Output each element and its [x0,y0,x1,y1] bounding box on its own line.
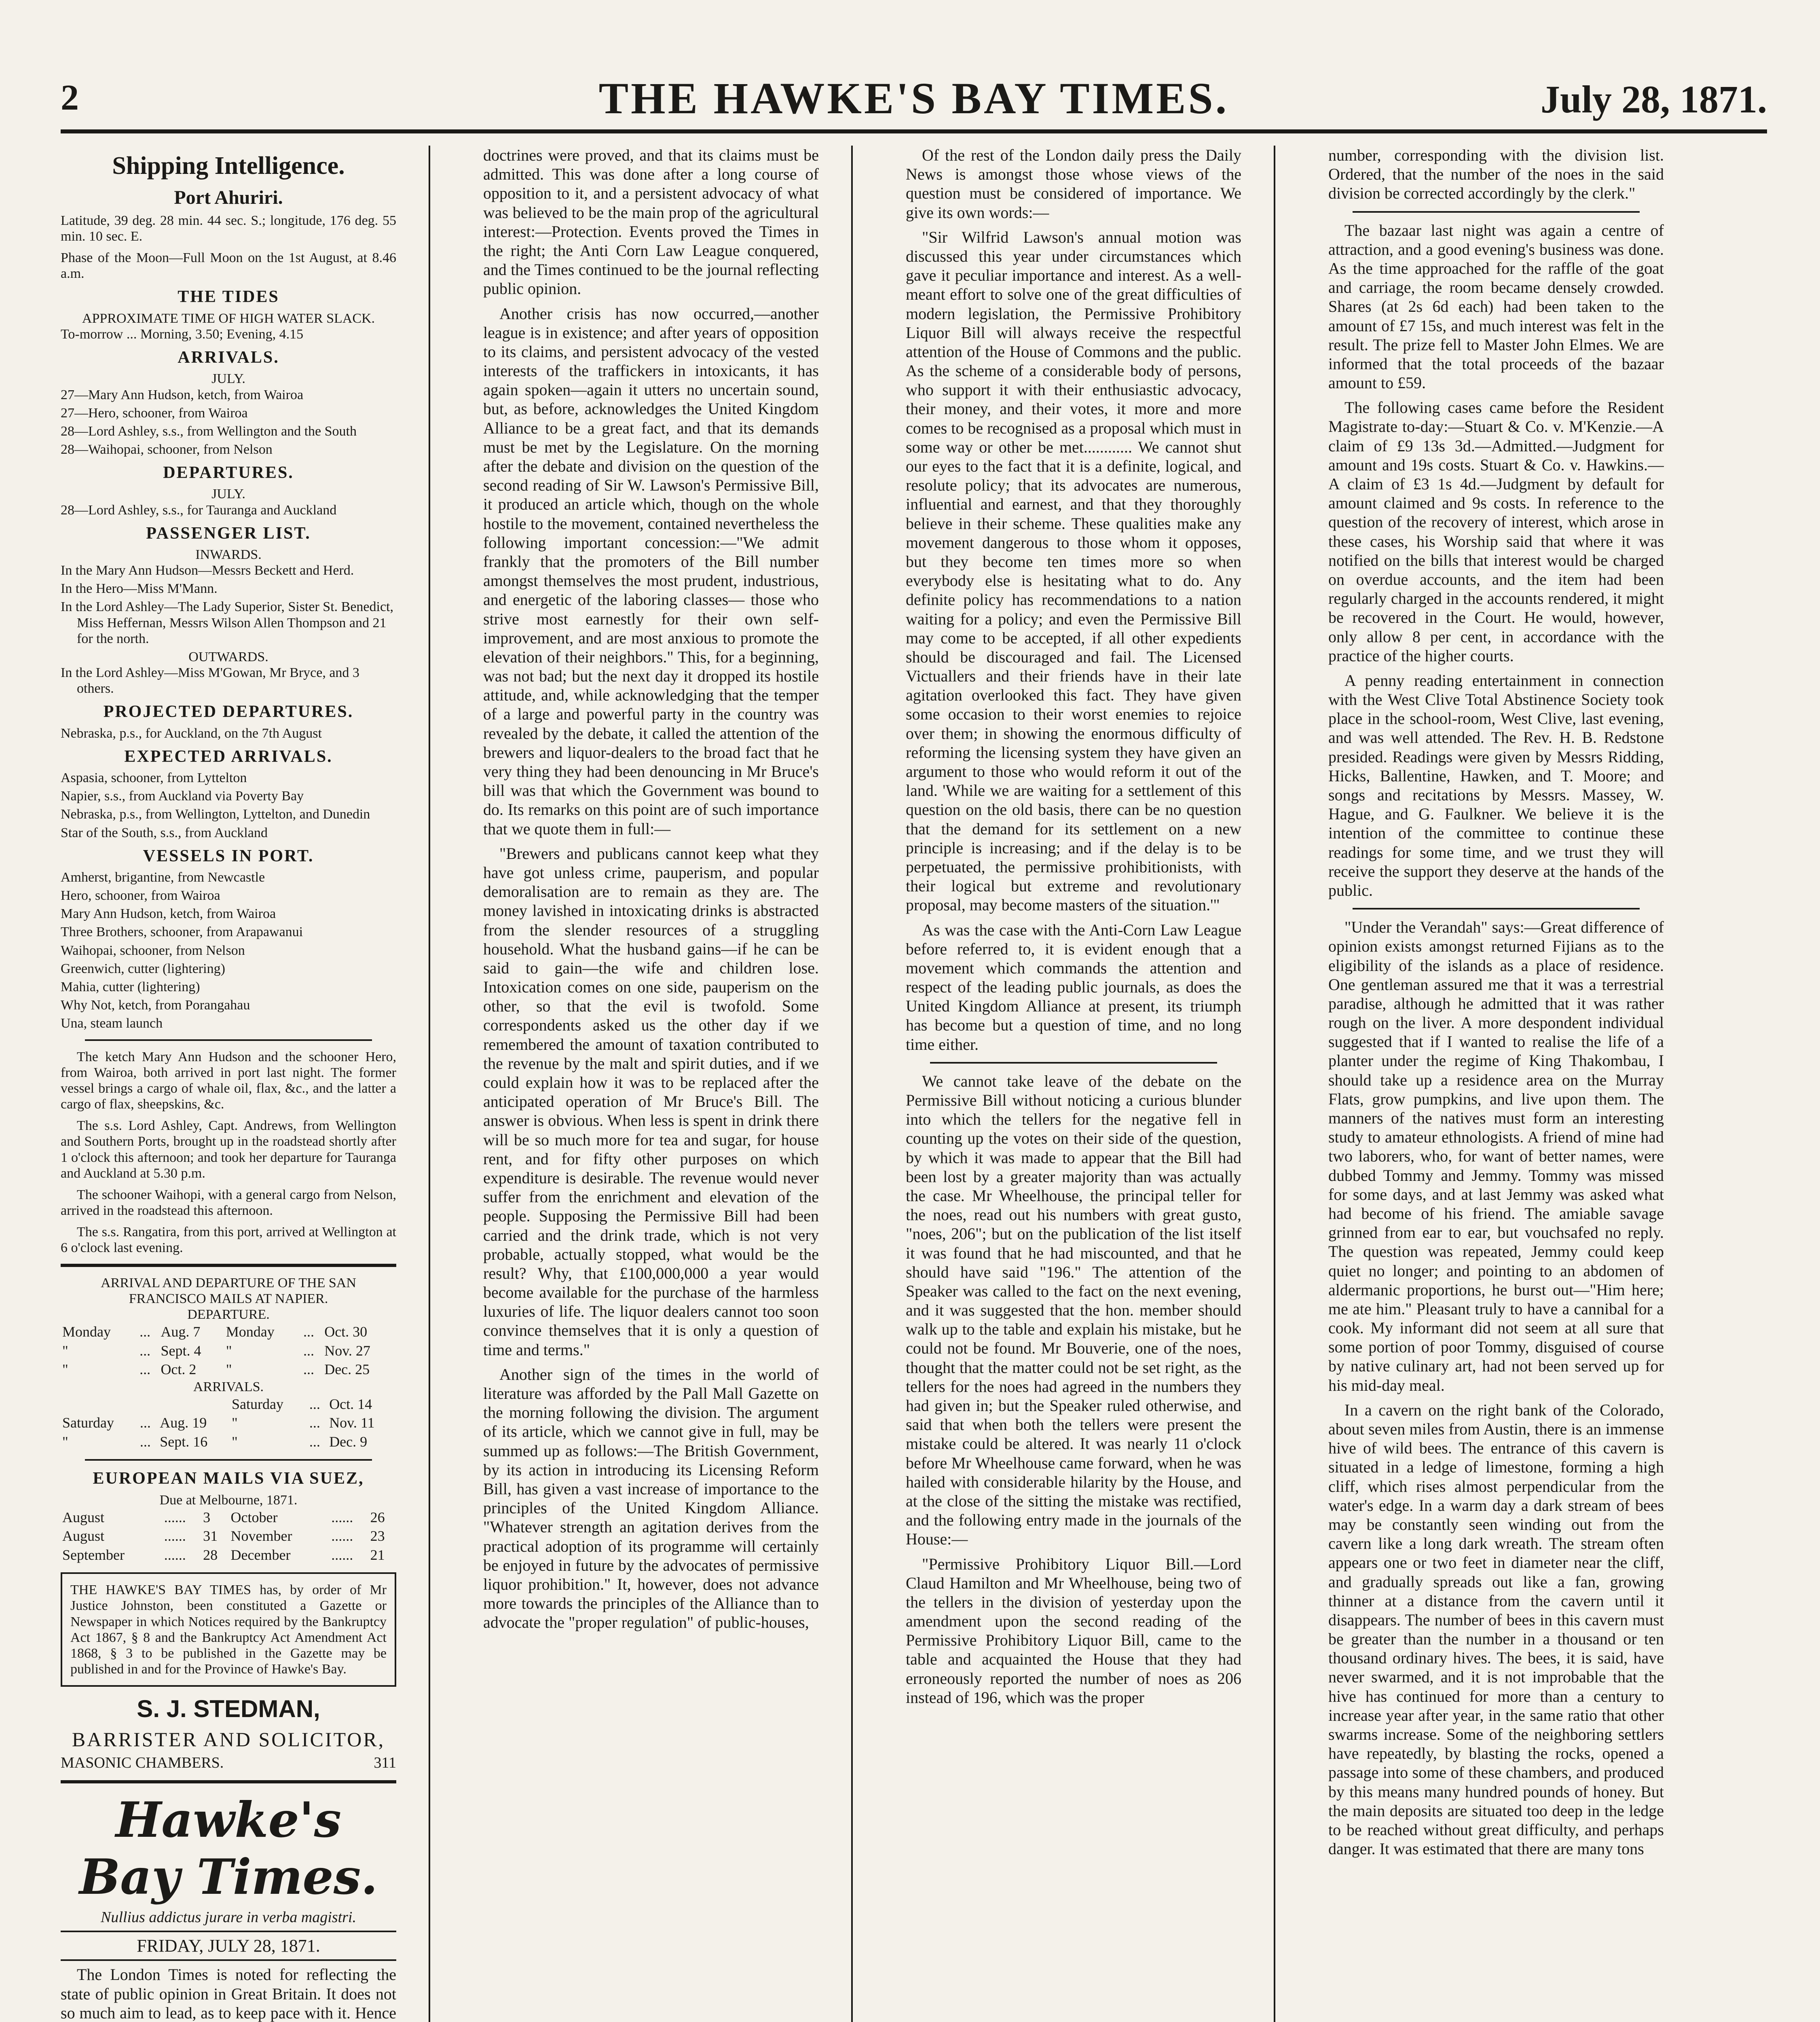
cell: Sept. 4 [161,1342,201,1359]
news-paragraph: In a cavern on the right bank of the Colorado, about seven miles from Austin, there is an immense hive of wild bees. The entrance of this cavern is situated in a ledge of limestone, forming a high cliff, which rises almost perpendicular from the water's edge. In a warm day a dark stream of bees may be constantly seen winding out from the cavern like a long dark wreath. The stream often appears one or two feet in diameter near the cliff, and gradually spreads out like a fan, growing thinner at a distance from the cavern until it disappears. The number of bees in this cavern must be greater than the number in a thousand or ten thousand ordinary hives. The bees, it is said, have never swarmed, and it is not improbable that the hive has continued for more than a century to increase year after year, in the same ratio that other swarms increase. Some of the neighboring settlers have repeatedly, by blasting the rocks, opened a passage into some of these chambers, and produced by this means many hundred pounds of honey. But the main deposits are situated too deep in the ledge to be reached without great difficulty, and perhaps danger. It was estimated that there are many tons [1328,1400,1664,1858]
section-rule [1353,211,1640,213]
cell: ... [303,1324,314,1340]
advertiser-name: S. J. STEDMAN, [137,1695,320,1722]
shipping-news: The s.s. Lord Ashley, Capt. Andrews, from Wellington and Southern Ports, brought up in the roadstead shortly after 1 o'clock this afternoon; and took her departure for Tauranga and Auckland at 5.30 p.m. [61,1118,396,1181]
cell: September [62,1546,125,1563]
cell: 26 [370,1509,385,1525]
cell: December [230,1546,291,1563]
section-rule [61,1264,396,1267]
table-row [61,1527,396,1545]
cell: ...... [331,1528,353,1544]
arrival-item: 27—Hero, schooner, from Wairoa [61,405,248,421]
latitude: Latitude, 39 deg. 28 min. 44 sec. S.; longitude, 176 deg. 55 min. 10 sec. E. [61,213,396,244]
article-paragraph: We cannot take leave of the debate on the Permissive Bill without noticing a curious blunder into which the tellers for the negative fell in counting up the votes on their side of the question, by which it was made to appear that the Bill had been lost by a greater majority than was actually the case. Mr Wheelhouse, the principal teller for the noes, read out his numbers with great gusto, "noes, 206"; but on the publication of the list itself it was found that he had miscounted, and that he should have said "196." The attention of the Speaker was called to the fact on the next evening, and it was suggested that the hon. member should walk up to the table and explain his mistake, but he could not be found. Mr Bouverie, one of the noes, thought that the matter could not be set right, as the tellers for the noes had agreed in the numbers they had given in; but the Speaker ruled otherwise, and said that when both the tellers were present the mistake could be altered. It was nearly 11 o'clock before Mr Wheelhouse came forward, when he was hailed with considerable hilarity by the House, and at the close of the sitting the mistake was rectified, and the following entry made in the journals of the House:— [906,1072,1241,1548]
section-rule [930,1062,1217,1064]
cell: ... [303,1342,314,1359]
section-rule [85,1459,372,1461]
column-3 [906,146,1241,2022]
news-paragraph: "Under the Verandah" says:—Great difference of opinion exists amongst returned Fijians as to the eligibility of the islands as a place of residence. One gentleman assured me that it was a terrestrial paradise, although he admitted that it was rather rough on the liver. A more despondent individual suggested that if I wanted to realise the life of a planter under the regime of King Thakombau, I should take up a residence area on the Murray Flats, grow pumpkins, and live upon them. The manners of the natives must form an interesting study to amateur ethnologists. A friend of mine had two laborers, who, for want of better names, were dubbed Tommy and Jemmy. Tommy was missed for some days, and at last Jemmy was asked what had become of his friend. The amiable savage grinned from ear to ear, but vouchsafed no reply. The question was repeated, Jemmy could keep quiet no longer; and pointing to an abdomen of aldermanic proportions, he burst out—"Him here; me ate him." Pleasant truly to have a cannibal for a cook. My informant did not seem at all sure that some portion of poor Tommy, disguised of course by native culinary art, had not been served up for his mid-day meal. [1328,918,1664,1394]
vessel-item: Mary Ann Hudson, ketch, from Wairoa [61,906,276,922]
cell: November [230,1528,292,1544]
section-rule [61,1780,396,1783]
vessel-item: Mahia, cutter (lightering) [61,979,200,994]
page-number: 2 [61,78,79,118]
cell: 31 [203,1528,218,1544]
tides-subtitle: APPROXIMATE TIME OF HIGH WATER SLACK. [82,311,375,326]
table-row [61,1395,396,1413]
gazette-notice: THE HAWKE'S BAY TIMES has, by order of Mr Justice Johnston, been constituted a Gazette or Newspaper in which Notices required by the Bankruptcy Act 1867, § 8 and the Bankruptcy Act Amendment Act 1868, § 3 to be published in the Gazette may be published in and for the Province of Hawke's Bay. [61,1572,396,1687]
table-row [61,1508,396,1527]
cell: Monday [62,1324,111,1340]
shipping-title: Shipping Intelligence. [112,152,345,180]
news-paragraph: A penny reading entertainment in connection with the West Clive Total Abstinence Society took place in the school-room, West Clive, last evening, and was well attended. The Rev. H. B. Redstone presided. Readings were given by Messrs Ridding, Hicks, Ballentine, Hawken, and T. Moore; and songs and recitations by Messrs. Massey, W. Hague, and G. Faulkner. We believe it is the intention of the committee to continue these readings for some time, and we trust they will receive the support they deserve at the hands of the public. [1328,671,1664,899]
projected-title: PROJECTED DEPARTURES. [103,702,354,721]
eu-mails-title: EUROPEAN MAILS VIA SUEZ, [93,1469,364,1488]
arrivals-month: JULY. [211,371,245,387]
eu-mails-subtitle: Due at Melbourne, 1871. [159,1492,298,1508]
port-name: Port Ahuriri. [174,187,283,209]
cell: Saturday [62,1415,114,1431]
table-row [61,1413,396,1432]
passenger-title: PASSENGER LIST. [146,524,311,543]
column-rule [1274,146,1275,2022]
cell: 23 [370,1528,385,1544]
expected-item: Nebraska, p.s., from Wellington, Lyttelton, and Dunedin [61,807,370,822]
article-paragraph: Another sign of the times in the world of literature was afforded by the Pall Mall Gazette on the morning following the division. The argument of its article, which we cannot give in full, may be summed up as follows:—The British Government, by its action in introducing its Licensing Reform Bill, has given a vast increase of importance to the principles of the United Kingdom Alliance. "Whatever strength an agitation derives from the practical adoption of its programme will certainly be enjoyed in future by the advocates of permissive liquor prohibition." It, however, does not advance more towards the principles of the Alliance than to advocate the "proper regulation" of public-houses, [483,1365,819,1632]
issue-date: July 28, 1871. [1540,78,1767,121]
masthead [61,61,1767,133]
moon-phase: Phase of the Moon—Full Moon on the 1st August, at 8.46 a.m. [61,250,396,281]
cell: ... [140,1361,151,1378]
passenger-item: In the Lord Ashley—The Lady Superior, Sister St. Benedict, Miss Heffernan, Messrs Wilson Allen Thompson and 21 for the north. [61,599,393,646]
column-1 [61,146,396,2022]
expected-item: Aspasia, schooner, from Lyttelton [61,770,247,786]
cell: ... [309,1396,320,1412]
advertiser-code: 311 [374,1754,396,1771]
cell: ... [309,1415,320,1431]
cell: Aug. 19 [160,1415,207,1431]
table-row [61,1432,396,1451]
cell: 21 [370,1546,385,1563]
sf-arrivals-table [61,1395,396,1451]
cell: " [62,1361,68,1378]
cell: 28 [203,1546,218,1563]
paper-title: Hawke's Bay Times. [79,1791,378,1906]
article-quote: "Permissive Prohibitory Liquor Bill.—Lord Claud Hamilton and Mr Wheelhouse, being two of the tellers in the division of yesterday upon the amendment upon the second reading of the Permissive Prohibitory Liquor Bill, came to the table and acquainted the House that they had erroneously reported the number of noes as 206 instead of 196, which was the proper [906,1555,1241,1707]
column-rule [429,146,430,2022]
vessel-item: Why Not, ketch, from Porangahau [61,997,250,1013]
cell: Dec. 25 [324,1361,370,1378]
article-quote: "Brewers and publicans cannot keep what they have got unless crime, pauperism, and popular demoralisation are to remain as they are. The money lavished in intoxicating drinks is abstracted from the slender resources of a struggling household. What the husband gains—if he can be said to gain—the wife and children lose. Intoxication comes on one side, pauperism on the other, so that the evil is twofold. Some correspondents asked us the other day if we remembered the amount of taxation contributed to the revenue by the malt and spirit duties, and if we could explain how it was to be replaced after the anticipated operation of Mr Bruce's Bill. The answer is obvious. When less is spent in drink there will be so much more for tea and sugar, for house rent, and for fifty other purposes on which expenditure is desirable. The revenue would never suffer from the enrichment and elevation of the people. Supposing the Permissive Bill had been carried and the drink trade, which is not very probable, actually stopped, what would be the result? Why, that £100,000,000 a year would become available for the purchase of the harmless luxuries of life. The liquor dealers cannot too soon convince themselves that it is only a question of time and terms." [483,844,819,1359]
cell: ... [140,1433,151,1450]
cell: " [231,1433,238,1450]
cell: " [231,1415,238,1431]
tides-title: THE TIDES [178,288,279,307]
cell: " [226,1342,232,1359]
vessel-item: Three Brothers, schooner, from Arapawanui [61,924,303,940]
expected-item: Star of the South, s.s., from Auckland [61,825,268,840]
cell: Oct. 30 [324,1324,368,1340]
stedman-ad [61,1695,396,1772]
cell: " [62,1433,68,1450]
departures-month: JULY. [211,486,245,502]
section-rule [85,1039,372,1041]
cell: Oct. 2 [161,1361,197,1378]
vessel-item: Hero, schooner, from Wairoa [61,888,220,903]
vessel-item: Amherst, brigantine, from Newcastle [61,870,265,885]
dateline: FRIDAY, JULY 28, 1871. [61,1931,396,1961]
eu-mails-table [61,1508,396,1564]
cell: Dec. 9 [329,1433,368,1450]
cell: ...... [331,1509,353,1525]
vessels-title: VESSELS IN PORT. [143,846,314,865]
cell: ... [140,1415,151,1431]
expected-title: EXPECTED ARRIVALS. [124,747,333,766]
passenger-item: In the Hero—Miss M'Mann. [61,581,218,596]
arrival-item: 28—Lord Ashley, s.s., from Wellington and the South [61,423,357,439]
cell: ...... [331,1546,353,1563]
table-row [61,1322,396,1341]
cell: ...... [164,1546,186,1563]
cell: Nov. 11 [329,1415,375,1431]
table-row [61,1360,396,1379]
cell: August [62,1528,105,1544]
cell: ...... [164,1528,186,1544]
cell [158,1395,230,1413]
shipping-news: The ketch Mary Ann Hudson and the schooner Hero, from Wairoa, both arrived in port last night. The former vessel brings a cargo of whale oil, flax, &c., and the latter a cargo of flax, sheepskins, &c. [61,1049,396,1112]
tides-line: To-morrow ... Morning, 3.50; Evening, 4.15 [61,326,304,342]
cell: Saturday [231,1396,283,1412]
news-paragraph: The bazaar last night was again a centre of attraction, and a good evening's business was done. As the time approached for the raffle of the goat and carriage, the room became densely crowded. Shares (at 2s 6d each) had been taken to the amount of £7 15s, and much interest was felt in the result. The prize fell to Master John Elmes. We are informed that the total proceeds of the bazaar amount to £59. [1328,221,1664,392]
cell: Sept. 16 [160,1433,208,1450]
article-paragraph: Another crisis has now occurred,—another league is in existence; and after years of opposition to its claims, and persistent advocacy of the vested interests of the traffickers in intoxicants, it has again spoken—again it utters no uncertain sound, but, as before, acknowledges the United Kingdom Alliance to be a great fact, and that its demands must be met by the Legislature. On the morning after the debate and division on the question of the second reading of Sir W. Lawson's Permissive Bill, it produced an article which, though on the whole hostile to the movement, contained nevertheless the following important concession:—"We admit frankly that the promoters of the Bill number amongst themselves the most prudent, industrious, and energetic of the laboring classes— those who strive most earnestly for their own self-improvement, and are most anxious to promote the elevation of their neighbors." This, for a beginning, was not bad; but the next day it dropped its hostile attitude, and, while acknowledging that the temper of a large and powerful party in the country was revealed by the debate, it called the attention of the brewers and liquor-dealers to the broad fact that he very thing they had been denouncing in Mr Bruce's bill was that which the Government was bound to do. Its remarks on this point are of such importance that we quote them in full:— [483,304,819,838]
section-rule [1353,908,1640,909]
article-paragraph: Of the rest of the London daily press the Daily News is amongst those whose views of the question must be considered of importance. We give its own words:— [906,146,1241,222]
table-row [61,1546,396,1564]
news-paragraph: The following cases came before the Resident Magistrate to-day:—Stuart & Co. v. M'Kenzie.—A claim of £9 13s 3d.—Admitted.—Judgment for amount and 19s costs. Stuart & Co. v. Hawkins.—A claim of £3 1s 4d.—Judgment by default for amount claimed and 9s costs. In reference to the question of the recovery of interest, which arose in these cases, his Worship said that where it was notified on the bills that interest would be charged on overdue accounts, and the item had been regularly charged in the accounts rendered, it might be recovered in the Court. He would, however, only allow 8 per cent, in accordance with the practice of the higher courts. [1328,398,1664,665]
cell: Oct. 14 [329,1396,372,1412]
vessel-item: Waihopai, schooner, from Nelson [61,943,245,958]
arrival-item: 28—Waihopai, schooner, from Nelson [61,442,273,457]
cell: 3 [203,1509,211,1525]
expected-item: Napier, s.s., from Auckland via Poverty Bay [61,789,304,804]
cell: ... [140,1342,151,1359]
cell: Monday [226,1324,275,1340]
cell: " [62,1342,68,1359]
advertiser-address: MASONIC CHAMBERS. [61,1754,224,1771]
advertiser-role: BARRISTER AND SOLICITOR, [72,1728,385,1751]
departures-title: DEPARTURES. [163,463,294,482]
shipping-news: The schooner Waihopi, with a general cargo from Nelson, arrived in the roadstead this afternoon. [61,1187,396,1218]
passenger-item: In the Mary Ann Hudson—Messrs Beckett and Herd. [61,563,354,578]
passenger-item: In the Lord Ashley—Miss M'Gowan, Mr Bryce, and 3 others. [61,665,359,696]
cell: Aug. 7 [161,1324,201,1340]
cell: August [62,1509,105,1525]
motto: Nullius addictus jurare in verba magistri. [101,1908,356,1926]
article-paragraph: number, corresponding with the division list. Ordered, that the number of the noes in the said division be corrected accordingly by the clerk." [1328,146,1664,203]
sf-departure-label: DEPARTURE. [187,1307,270,1322]
newspaper-title: THE HAWKE'S BAY TIMES. [598,74,1229,123]
article-paragraph: As was the case with the Anti-Corn Law League before referred to, it is evident enough that a movement which commands the attention and respect of the leading public journals, as does the United Kingdom Alliance at present, its triumph has become but a question of time, and no long time either. [906,920,1241,1053]
departure-item: 28—Lord Ashley, s.s., for Tauranga and Auckland [61,502,337,518]
column-2 [483,146,819,2022]
cell: ...... [164,1509,186,1525]
cell: October [230,1509,278,1525]
cell [138,1395,158,1413]
article-paragraph: doctrines were proved, and that its claims must be admitted. This was done after a long course of opposition to it, and a persistent advocacy of what was believed to be the main prop of the agricultural interest:—Protection. Events proved the Times in the right; the Anti Corn Law League conquered, and the Times continued to be the journal reflecting public opinion. [483,146,819,298]
sf-departure-table [61,1322,396,1379]
column-4 [1328,146,1664,2022]
cell: ... [309,1433,320,1450]
advertiser-address-line [61,1754,396,1772]
vessel-item: Una, steam launch [61,1015,163,1031]
vessel-item: Greenwich, cutter (lightering) [61,961,225,976]
projected-item: Nebraska, p.s., for Auckland, on the 7th August [61,725,322,741]
inwards-label: INWARDS. [195,547,262,563]
column-rule [851,146,853,2022]
cell: Nov. 27 [324,1342,370,1359]
cell: " [226,1361,232,1378]
sf-arrivals-label: ARRIVALS. [193,1379,264,1394]
shipping-news: The s.s. Rangatira, from this port, arrived at Wellington at 6 o'clock last evening. [61,1224,396,1256]
article-quote: "Sir Wilfrid Lawson's annual motion was discussed this year under circumstances which gave it peculiar importance and interest. As a well-meant effort to solve one of the great difficulties of modern legislation, the Permissive Prohibitory Liquor Bill will always receive the respectful attention of the House of Commons and the public. As the scheme of a considerable body of persons, who support it with their enthusiastic advocacy, their money, and their votes, it more and more comes to be recognised as a proposal which must in some way or other be met............ We cannot shut our eyes to the fact that it is a definite, logical, and resolute policy; that its advocates are numerous, influential and earnest, and that they thoroughly believe in their scheme. These qualities make any movement dangerous to those whom it opposes, but they become ten times more so when everybody else is hesitating what to do. Any definite policy has recommendations to a nation waiting for a policy; and even the Permissive Bill may come to be accepted, if all other expedients should be discouraged and fail. The Licensed Victuallers and their friends have in their late agitation overlooked this fact. They have given some occasion to their worst enemies to rejoice over them; in showing the enormous difficulty of reforming the licensing system they have given an argument to those who would reform it out of the land. 'While we are waiting for a settlement of this question on the old basis, there can be no question that the demand for its settlement on a new principle is increasing; and if the delay is to be perpetuated, the permissive prohibitionists, with their logical but extreme and revolutionary proposal, may become masters of the situation.'" [906,228,1241,914]
outwards-label: OUTWARDS. [188,649,268,664]
table-row [61,1341,396,1360]
arrival-item: 27—Mary Ann Hudson, ketch, from Wairoa [61,387,304,402]
cell: ... [140,1324,151,1340]
cell [61,1395,138,1413]
sf-mails-title: ARRIVAL AND DEPARTURE OF THE SAN FRANCISCO MAILS AT NAPIER. [101,1275,356,1307]
cell: ... [303,1361,314,1378]
arrivals-title: ARRIVALS. [178,348,279,367]
editorial-paragraph: The London Times is noted for reflecting the state of public opinion in Great Britain. It does not so much aim to lead, as to keep pace with it. Hence [61,1965,396,2022]
